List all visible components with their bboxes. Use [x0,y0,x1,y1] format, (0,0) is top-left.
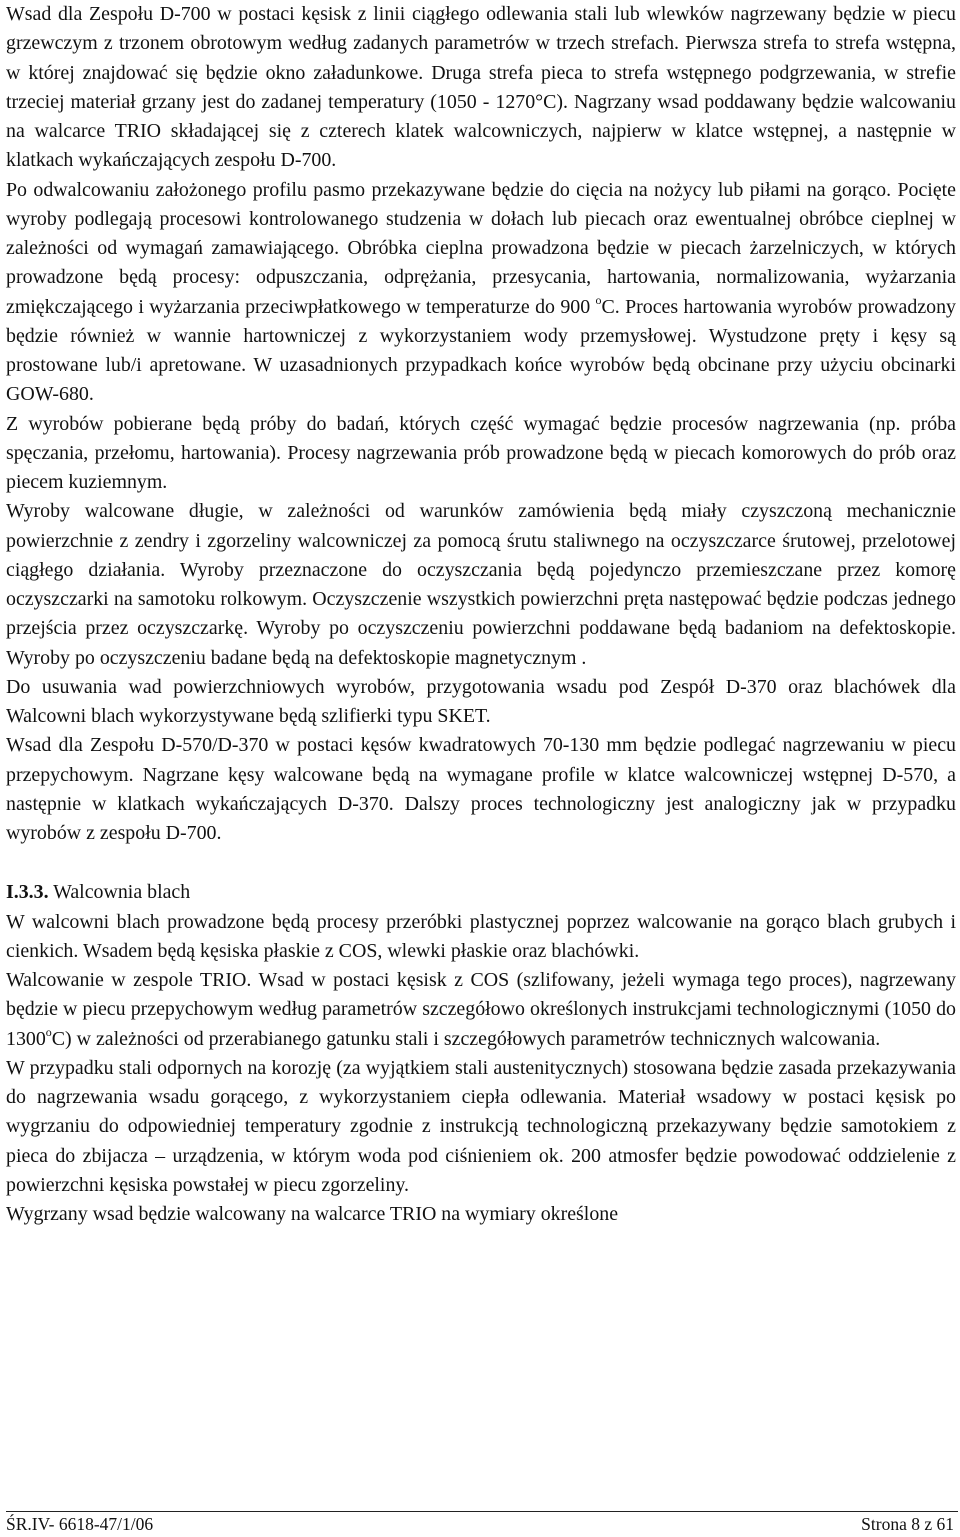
paragraph-cutting-heat-treatment [6,176,956,410]
section-heading [6,878,956,907]
paragraph-samples: Z wyrobów pobierane będą próby do badań, których część wymagać będzie procesów nagrzewania (np. próba spęczania, przełomu, hartowania). Procesy nagrzewania prób prowadzone będą w piecach komorowych do prób oraz piecem kuziemnym. [6,412,956,493]
degree-superscript: o [45,1024,52,1039]
paragraph-d570-d370: Wsad dla Zespołu D-570/D-370 w postaci kęsów kwadratowych 70-130 mm będzie podlegać nagrzewaniu w piecu przepychowym. Nagrzane kęsy walcowane będą na wymagane profile w klatce walcowniczej wstępnej D-570, a następnie w klatkach wykańczających D-370. Dalszy proces technologiczny jest analogiczny jak w przypadku wyrobów z zespołu D-700. [6,734,956,844]
paragraph-shot-blasting: Wyroby walcowane długie, w zależności od warunków zamówienia będą miały czyszczoną mechanicznie powierzchnie z zendry i zgorzeliny walcowniczej za pomocą śrutu staliwnego na oczyszczarce śrutowej, przelotowej ciągłego działania. Wyroby przeznaczone do oczyszczania będą pojedynczo przemieszczane przez komorę oczyszczarki na samotoku rolkowym. Oczyszczenie wszystkich powierzchni pręta następować będzie podczas jednego przejścia przez oczyszczarkę. Wyroby po oczyszczeniu powierzchni poddawane będą badaniom na defektoskopie. Wyroby po oczyszczeniu badane będą na defektoskopie magnetycznym . [6,500,956,669]
degree-superscript: o [595,292,602,307]
page-number: Strona 8 z 61 [861,1514,954,1534]
paragraph-plate-mill-intro: W walcowni blach prowadzone będą procesy przeróbki plastycznej poprzez walcowanie na gorąco blach grubych i cienkich. Wsadem będą kęsiska płaskie z COS, wlewki płaskie oraz blachówki. [6,910,956,962]
section-title: Walcownia blach [48,881,191,904]
paragraph-trio-rolling [6,966,956,1054]
paragraph-furnace-d700: Wsad dla Zespołu D-700 w postaci kęsisk z linii ciągłego odlewania stali lub wlewków nagrzewany będzie w piecu grzewczym z trzonem obrotowym według zadanych parametrów w trzech strefach. Pierwsza strefa to strefa wstępna, w której znajdować się będzie okno załadunkowe. Druga strefa pieca to strefa wstępnego podgrzewania, w strefie trzeciej materiał grzany jest do zadanej temperatury (1050 - 1270°C). Nagrzany wsad poddawany będzie walcowaniu na walcarce TRIO składającej się z czterech klatek walcowniczych, najpierw w klatce wstępnej, a następnie w klatkach wykańczających zespołu D-700. [6,3,956,172]
paragraph-text: C. Proces hartowania wyrobów prowadzony będzie również w wannie hartowniczej z wykorzystaniem wody przemysłowej. Wystudzone pręty i kęsy są prostowane lub/i apretowane. W uzasadnionych przypadkach końce wyrobów będą obcinane przy użyciu obcinarki GOW-680. [6,295,956,406]
paragraph-grinding: Do usuwania wad powierzchniowych wyrobów, przygotowania wsadu pod Zespół D-370 oraz blachówek dla Walcowni blach wykorzystywane będą szlifierki typu SKET. [6,675,956,727]
document-reference: ŚR.IV- 6618-47/1/06 [6,1514,154,1534]
paragraph-text: C) w zależności od przerabianego gatunku stali i szczegółowych parametrów technicznych walcowania. [51,1027,881,1050]
footer-divider [6,1511,958,1512]
paragraph-trio-dimensions: Wygrzany wsad będzie walcowany na walcarce TRIO na wymiary określone [6,1203,619,1225]
document-page [6,0,956,1537]
paragraph-stainless-steel: W przypadku stali odpornych na korozję (za wyjątkiem stali austenitycznych) stosowana będzie zasada przekazywania do nagrzewania wsadu gorącego, z wykorzystaniem ciepła odlewania. Materiał wsadowy w postaci kęsisk po wygrzaniu do odpowiedniej temperatury zgodnie z instrukcją technologiczną przekazywany będzie samotokiem z pieca do zbijacza – urządzenia, w którym woda pod ciśnieniem ok. 200 atmosfer będzie powodować oddzielenie z powierzchni kęsiska powstałej w piecu zgorzeliny. [6,1056,956,1196]
paragraph-text: Po odwalcowaniu założonego profilu pasmo przekazywane będzie do cięcia na nożycy lub piłami na gorąco. Pocięte wyroby podlegają procesowi kontrolowanego studzenia w dołach lub piecach oraz ewentualnej obróbce cieplnej w zależności od wymagań zamawiającego. Obróbka cieplna prowadzona będzie w piecach żarzelniczych, w których prowadzone będą procesy: odpuszczania, odprężania, przesycania, hartowania, normalizowania, wyżarzania zmiękczającego i wyżarzania przeciwpłatkowego w temperaturze do 900 [6,178,956,318]
document-body [6,0,956,1229]
section-spacer [6,848,956,878]
section-number: I.3.3. [6,881,49,904]
paragraph-text: Walcowanie w zespole TRIO. Wsad w postaci kęsisk z COS (szlifowany, jeżeli wymaga tego proces), nagrzewany będzie w piecu przepychowym według parametrów szczegółowo określonych instrukcjami technologicznymi (1050 do 1300 [6,969,956,1050]
